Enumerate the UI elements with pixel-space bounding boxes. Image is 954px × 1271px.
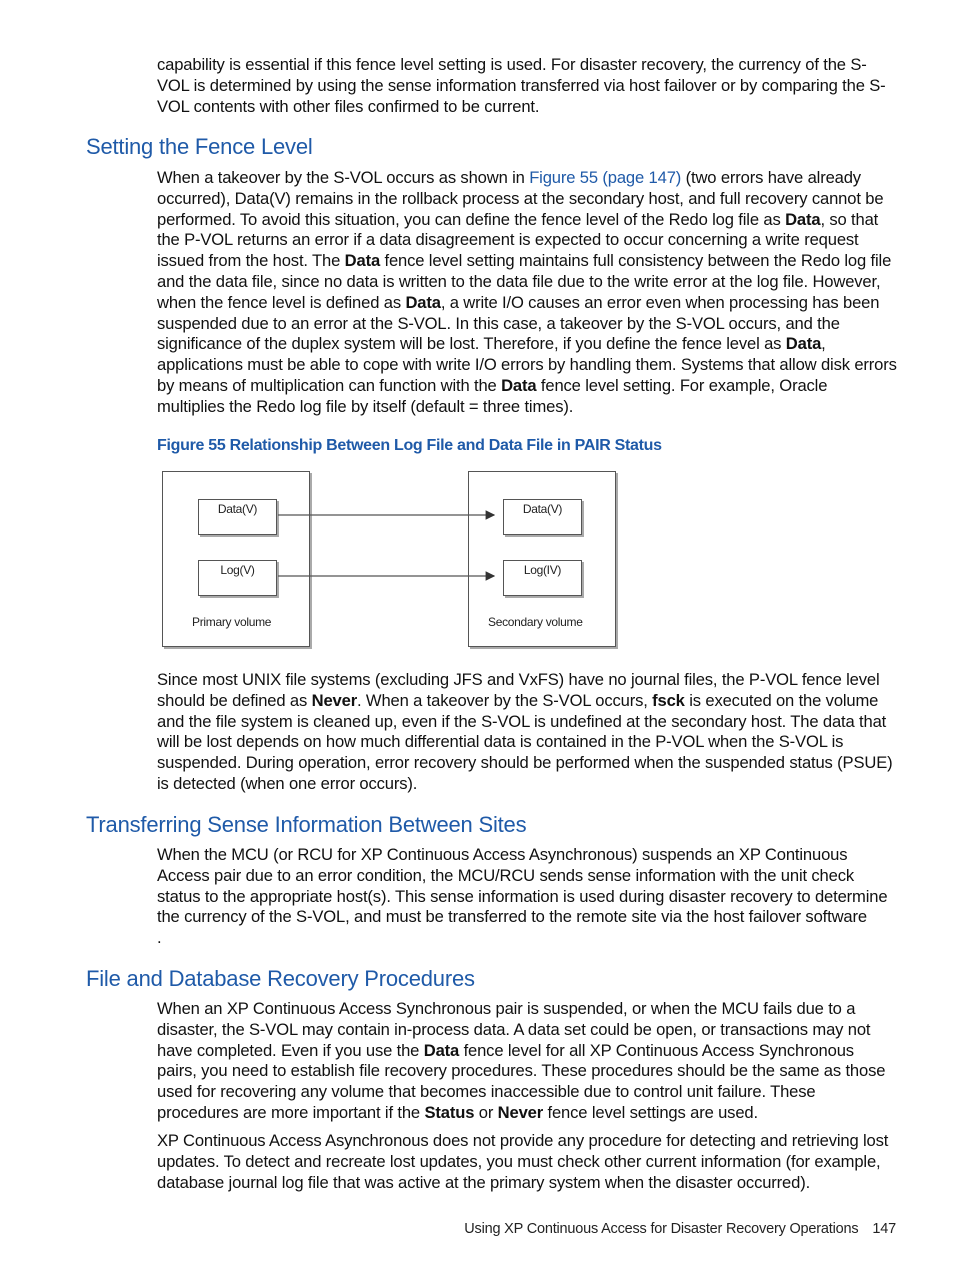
figure-arrows: [160, 468, 622, 652]
secondary-data-box: Data(V): [503, 499, 582, 535]
secondary-volume-label: Secondary volume: [488, 615, 583, 629]
heading-setting-fence-level: Setting the Fence Level: [86, 134, 313, 159]
secondary-log-box: Log(IV): [503, 560, 582, 596]
bold-data-5: Data: [501, 375, 537, 395]
intro-paragraph: [157, 55, 897, 117]
heading-file-db-recovery: File and Database Recovery Procedures: [86, 966, 475, 991]
figure-55-link[interactable]: Figure 55 (page 147): [529, 168, 682, 187]
bold-never-2: Never: [497, 1102, 544, 1122]
sense-info-paragraph: When the MCU (or RCU for XP Continuous Access Asynchronous) suspends an XP Continuous Access pair due to an error condition, the MCU/RCU sends sense information with the unit check status to the appropriate host(s). This sense information is used during disaster recovery to determine the currency of the S-VOL, and must be transferred to the remote site via the host failover software .: [157, 845, 888, 948]
primary-volume-label: Primary volume: [192, 615, 272, 629]
footer-title: Using XP Continuous Access for Disaster Recovery Operations: [464, 1221, 859, 1237]
bold-status: Status: [424, 1102, 475, 1122]
figure-55-diagram: [160, 468, 622, 652]
bold-data-6: Data: [423, 1040, 460, 1060]
figure-55-caption: Figure 55 Relationship Between Log File and Data File in PAIR Status: [157, 437, 662, 454]
recovery-paragraph-2: XP Continuous Access Asynchronous does not provide any procedure for detecting and retrieving lost updates. To detect and recreate lost updates, you must check other current information (for example, database journal log file that was active at the primary system when the disaster occurred).: [157, 1131, 889, 1192]
bold-data-1: Data: [785, 209, 821, 229]
heading-transferring-sense-info: Transferring Sense Information Between Sites: [86, 812, 527, 837]
bold-never: Never: [311, 690, 358, 710]
fence-level-paragraph: When a takeover by the S-VOL occurs as shown in Figure 55 (page 147) (two errors have already occurred), Data(V) remains in the rollback process at the secondary host, and full recovery cannot be performed. To avoid this situation, you can define the fence level of the Redo log file as Data, so that the P-VOL returns an error if a data disagreement is expected to occur concerning a write request issued from the host. The Data fence level setting maintains full consistency between the Redo log file and the data file, since no data is written to the data file due to the write error at the log file. However, when the fence level is defined as Data, a write I/O causes an error even when processing has been suspended due to an error at the S-VOL. In this case, a takeover by the S-VOL occurs, and the significance of the duplex system will be lost. Therefore, if you define the fence level as Data, applications must be able to cope with write I/O errors by handling them. Systems that allow disk errors by means of multiplication can function with the Data fence level setting. For example, Oracle multiplies the Redo log file by itself (default = three times).: [157, 168, 897, 416]
bold-data-2: Data: [344, 251, 381, 271]
primary-log-box: Log(V): [198, 560, 277, 596]
unix-paragraph: Since most UNIX file systems (excluding JFS and VxFS) have no journal files, the P-VOL fence level should be defined as Never. When a takeover by the S-VOL occurs, fsck is executed on the volume and the file system is cleaned up, even if the S-VOL is undefined at the secondary host. The data that will be lost depends on how much differential data is contained in the P-VOL when the S-VOL is suspended. During operation, error recovery should be performed when the suspended status (PSUE) is detected (when one error occurs).: [157, 670, 893, 793]
recovery-paragraph-1: When an XP Continuous Access Synchronous pair is suspended, or when the MCU fails due to a disaster, the S-VOL may contain in-process data. A data set could be open, or transactions may not have completed. Even if you use the Data fence level for all XP Continuous Access Synchronous pairs, you need to establish file recovery procedures. These procedures should be the same as those used for recovering any volume that becomes inaccessible due to control unit failure. These procedures are more important if the Status or Never fence level settings are used.: [157, 999, 886, 1122]
bold-data-3: Data: [405, 292, 441, 312]
intro-text: capability is essential if this fence level setting is used. For disaster recovery, the currency of the S-VOL is determined by using the sense information transferred via host failover or by comparing the S-VOL contents with other files confirmed to be current.: [157, 55, 886, 116]
primary-data-box: Data(V): [198, 499, 277, 535]
page-number: 147: [872, 1221, 896, 1237]
page-footer: [464, 1221, 896, 1237]
bold-data-4: Data: [785, 334, 822, 354]
bold-fsck: fsck: [652, 690, 685, 710]
